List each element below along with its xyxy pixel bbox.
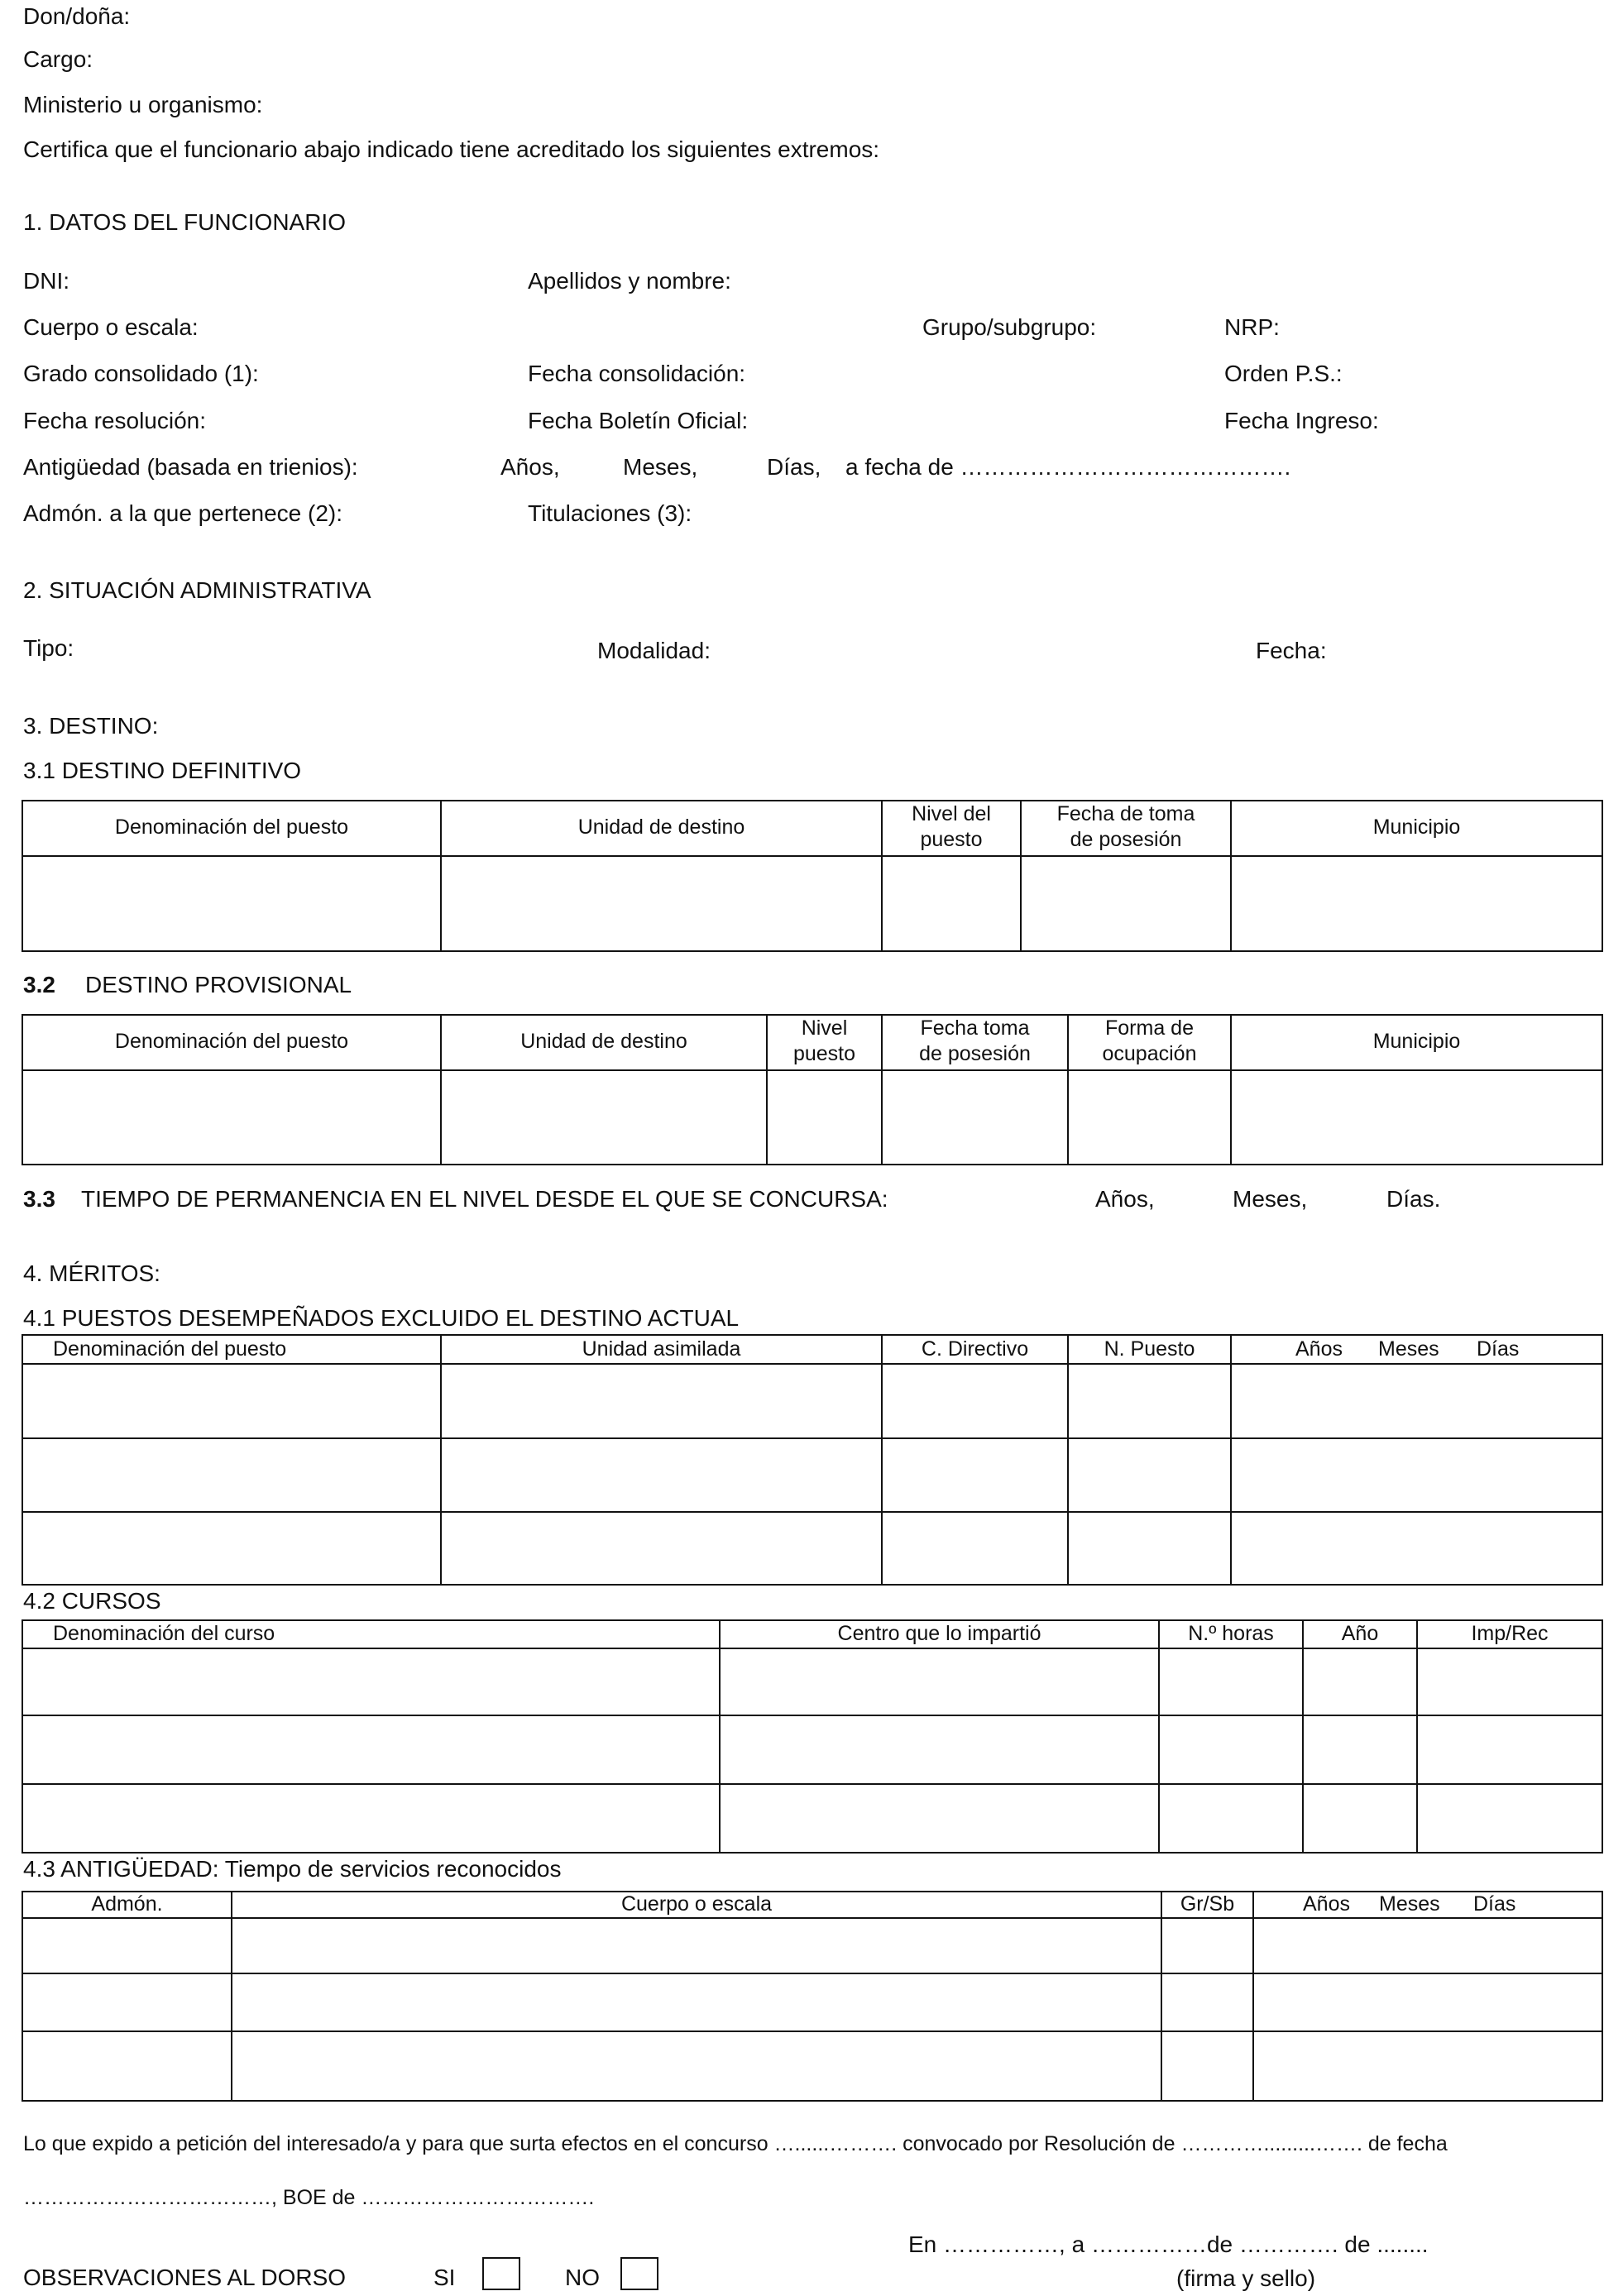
section-4-title: 4. MÉRITOS: bbox=[23, 1260, 160, 1286]
col-header: Admón. bbox=[91, 1892, 163, 1916]
antiguedad-table bbox=[22, 1891, 1603, 2102]
table-divider bbox=[22, 1715, 1603, 1716]
col-header: Nivel puesto bbox=[792, 1016, 856, 1065]
col-header: Denominación del puesto bbox=[53, 1337, 287, 1361]
col-header: Unidad de destino bbox=[577, 816, 745, 839]
table-divider bbox=[881, 1334, 883, 1586]
col-header: Año bbox=[1341, 1622, 1379, 1645]
table-divider bbox=[1252, 1891, 1254, 2102]
antiguedad-meses-label: Meses, bbox=[623, 454, 698, 480]
col-header: Imp/Rec bbox=[1471, 1622, 1549, 1645]
puestos-title: 4.1 PUESTOS DESEMPEÑADOS EXCLUIDO EL DESTINO ACTUAL bbox=[23, 1305, 740, 1331]
col-header: Fecha toma de posesión bbox=[919, 1016, 1031, 1065]
table-divider bbox=[22, 1363, 1603, 1365]
destino-definitivo-title: 3.1 DESTINO DEFINITIVO bbox=[23, 758, 302, 783]
section-3-3-number: 3.3 bbox=[23, 1186, 55, 1212]
tipo-label: Tipo: bbox=[23, 635, 74, 661]
table-divider bbox=[22, 1917, 1603, 1919]
dni-label: DNI: bbox=[23, 268, 69, 294]
table-divider bbox=[1158, 1619, 1160, 1854]
table-divider bbox=[1067, 1334, 1069, 1586]
section-3-2-number: 3.2 bbox=[23, 972, 55, 997]
col-header: Nivel del puesto bbox=[912, 802, 991, 851]
fecha-consolidacion-label: Fecha consolidación: bbox=[528, 361, 746, 386]
col-header: Unidad de destino bbox=[520, 1030, 687, 1053]
ministerio-label: Ministerio u organismo: bbox=[23, 92, 263, 117]
table-divider bbox=[440, 1334, 442, 1586]
destino-provisional-title: DESTINO PROVISIONAL bbox=[85, 972, 352, 997]
col-header: Denominación del puesto bbox=[114, 816, 349, 839]
table-divider bbox=[1230, 1334, 1232, 1586]
col-header: Años bbox=[1295, 1337, 1343, 1361]
grado-label: Grado consolidado (1): bbox=[23, 361, 259, 386]
col-header: Cuerpo o escala bbox=[620, 1892, 773, 1916]
section-3-title: 3. DESTINO: bbox=[23, 713, 159, 739]
col-header: Denominación del curso bbox=[53, 1622, 275, 1645]
table-cell[interactable] bbox=[23, 857, 440, 950]
table-divider bbox=[231, 1891, 232, 2102]
table-divider bbox=[22, 1648, 1603, 1649]
a-fecha-label: a fecha de ……………………………………. bbox=[845, 454, 1291, 480]
no-label: NO bbox=[565, 2265, 600, 2290]
col-header: Denominación del puesto bbox=[114, 1030, 349, 1053]
cuerpo-label: Cuerpo o escala: bbox=[23, 314, 199, 340]
permanencia-dias-label: Días. bbox=[1386, 1186, 1441, 1212]
table-cell[interactable] bbox=[1232, 857, 1602, 950]
fecha-boletin-label: Fecha Boletín Oficial: bbox=[528, 408, 749, 433]
cursos-table bbox=[22, 1619, 1603, 1854]
permanencia-meses-label: Meses, bbox=[1233, 1186, 1308, 1212]
fecha-resolucion-label: Fecha resolución: bbox=[23, 408, 207, 433]
si-checkbox[interactable] bbox=[482, 2257, 520, 2290]
table-cell[interactable] bbox=[1069, 1071, 1230, 1164]
col-header: Gr/Sb bbox=[1180, 1892, 1235, 1916]
table-cell[interactable] bbox=[23, 1071, 440, 1164]
section-1-title: 1. DATOS DEL FUNCIONARIO bbox=[23, 209, 346, 235]
table-divider bbox=[22, 1437, 1603, 1439]
permanencia-anos-label: Años, bbox=[1095, 1186, 1155, 1212]
col-header: Meses bbox=[1379, 1892, 1440, 1916]
orden-label: Orden P.S.: bbox=[1224, 361, 1343, 386]
col-header: Fecha de toma de posesión bbox=[1056, 802, 1195, 851]
table-divider bbox=[719, 1619, 721, 1854]
table-divider bbox=[1161, 1891, 1162, 2102]
certifica-text: Certifica que el funcionario abajo indicado tiene acreditado los siguientes extremos: bbox=[23, 136, 880, 162]
fecha-label: Fecha: bbox=[1256, 638, 1327, 663]
cargo-label: Cargo: bbox=[23, 46, 93, 72]
puestos-table bbox=[22, 1334, 1603, 1586]
table-divider bbox=[22, 1973, 1603, 1974]
observaciones-label: OBSERVACIONES AL DORSO bbox=[23, 2265, 347, 2290]
table-divider bbox=[22, 1511, 1603, 1513]
permanencia-title: TIEMPO DE PERMANENCIA EN EL NIVEL DESDE EL QUE SE CONCURSA: bbox=[81, 1186, 888, 1212]
si-label: SI bbox=[433, 2265, 456, 2290]
col-header: Días bbox=[1473, 1892, 1516, 1916]
antiguedad-anos-label: Años, bbox=[500, 454, 560, 480]
admon-label: Admón. a la que pertenece (2): bbox=[23, 500, 343, 526]
col-header: Meses bbox=[1378, 1337, 1439, 1361]
col-header: Municipio bbox=[1372, 816, 1461, 839]
col-header: Unidad asimilada bbox=[582, 1337, 741, 1361]
modalidad-label: Modalidad: bbox=[597, 638, 711, 663]
col-header: Forma de ocupación bbox=[1102, 1016, 1197, 1065]
col-header: Municipio bbox=[1372, 1030, 1461, 1053]
expido-text: Lo que expido a petición del interesado/a y para que surta efectos en el concurso …......………. convocado por Resolución de ………….........……. de fecha bbox=[23, 2132, 1448, 2155]
antiguedad-servicios-title: 4.3 ANTIGÜEDAD: Tiempo de servicios reconocidos bbox=[23, 1856, 562, 1882]
section-2-title: 2. SITUACIÓN ADMINISTRATIVA bbox=[23, 577, 371, 603]
col-header: N. Puesto bbox=[1104, 1337, 1195, 1361]
table-divider bbox=[1416, 1619, 1418, 1854]
no-checkbox[interactable] bbox=[620, 2257, 658, 2290]
col-header: Años bbox=[1303, 1892, 1350, 1916]
grupo-label: Grupo/subgrupo: bbox=[922, 314, 1097, 340]
lugar-fecha-text: En ……………, a ……………de …………. de ........ bbox=[908, 2231, 1429, 2257]
table-divider bbox=[22, 2031, 1603, 2032]
table-divider bbox=[1302, 1619, 1304, 1854]
don-label: Don/doña: bbox=[23, 3, 131, 29]
cursos-title: 4.2 CURSOS bbox=[23, 1588, 161, 1614]
table-cell[interactable] bbox=[442, 1071, 766, 1164]
table-cell[interactable] bbox=[883, 1071, 1067, 1164]
table-cell[interactable] bbox=[1232, 1071, 1602, 1164]
antiguedad-label: Antigüedad (basada en trienios): bbox=[23, 454, 358, 480]
col-header: N.º horas bbox=[1188, 1622, 1274, 1645]
firma-label: (firma y sello) bbox=[1176, 2265, 1316, 2291]
col-header: Días bbox=[1477, 1337, 1520, 1361]
table-cell[interactable] bbox=[442, 857, 881, 950]
antiguedad-dias-label: Días, bbox=[767, 454, 821, 480]
table-divider bbox=[22, 1783, 1603, 1785]
col-header: Centro que lo impartió bbox=[837, 1622, 1041, 1645]
table-cell[interactable] bbox=[768, 1071, 881, 1164]
table-cell[interactable] bbox=[1022, 857, 1230, 950]
col-header: C. Directivo bbox=[921, 1337, 1029, 1361]
titulaciones-label: Titulaciones (3): bbox=[528, 500, 692, 526]
table-cell[interactable] bbox=[883, 857, 1020, 950]
apellidos-label: Apellidos y nombre: bbox=[528, 268, 731, 294]
fecha-ingreso-label: Fecha Ingreso: bbox=[1224, 408, 1379, 433]
boe-text: ………………………………, BOE de ……………………………. bbox=[23, 2186, 595, 2209]
nrp-label: NRP: bbox=[1224, 314, 1280, 340]
